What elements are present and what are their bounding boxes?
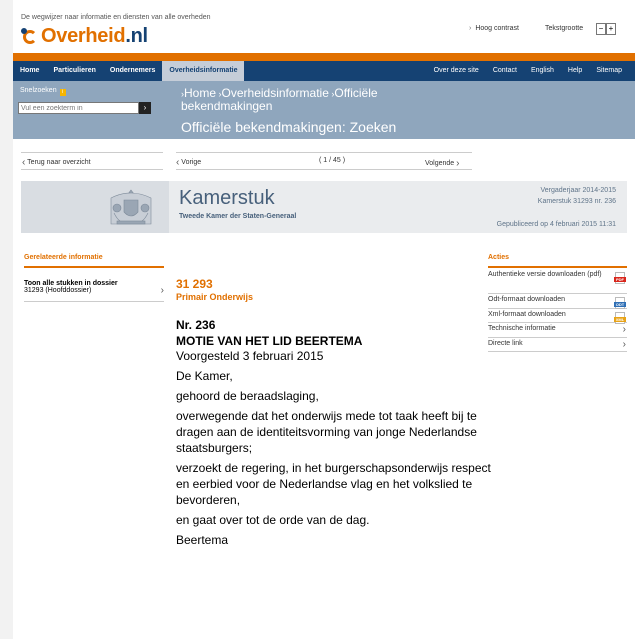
text-size-decrease-button[interactable]: − — [596, 23, 606, 35]
action-label: Authentieke versie downloaden (pdf) — [488, 271, 602, 278]
nav-item-ondernemers[interactable]: Ondernemers — [109, 67, 156, 74]
document-paragraph: en gaat over tot de orde van de dag. — [176, 513, 370, 527]
chevron-right-icon: › — [160, 285, 164, 296]
breadcrumb-item[interactable]: Officiële bekendmakingen — [181, 86, 378, 113]
action-item[interactable] — [488, 270, 627, 294]
document-paragraph: overwegende dat het onderwijs mede tot taak heeft bij te dragen aan de identiteitsvorming van jonge Nederlandse staatsburgers; — [176, 409, 477, 455]
next-link[interactable]: Volgende › — [425, 158, 460, 169]
dossier-number: 31 293 — [176, 277, 213, 291]
back-to-overview-link[interactable]: ‹ Terug naar overzicht — [22, 157, 91, 168]
breadcrumb-item[interactable]: Home — [184, 86, 217, 100]
document-title: MOTIE VAN HET LID BEERTEMA — [176, 334, 363, 348]
document-number: Nr. 236 — [176, 318, 216, 332]
action-item[interactable] — [488, 339, 627, 352]
quick-search-input[interactable] — [18, 102, 139, 114]
document-paragraph: Beertema — [176, 533, 229, 547]
text-size-increase-button[interactable]: + — [606, 23, 616, 35]
document-body — [176, 368, 494, 552]
info-icon[interactable]: i — [60, 89, 66, 96]
document-paragraph: De Kamer, — [176, 369, 233, 383]
logo-mark-icon — [21, 27, 39, 45]
document-paragraph: verzoekt de regering, in het burgerschapsonderwijs respect en eerbied voor de Nederlandse vlag en het volkslied te bevorderen, — [176, 461, 491, 507]
breadcrumb-separator-icon: › — [216, 89, 222, 99]
divider — [21, 152, 163, 153]
related-info-heading: Gerelateerde informatie — [24, 254, 103, 261]
orange-rule — [488, 266, 627, 268]
dossier-link-title: Toon alle stukken in dossier — [24, 280, 118, 287]
divider — [176, 152, 472, 153]
result-counter: ( 1 / 45 ) — [319, 157, 346, 164]
breadcrumb — [181, 87, 451, 112]
divider — [21, 169, 163, 170]
quick-search-label: Snelzoeken i — [20, 87, 66, 96]
action-label: Technische informatie — [488, 325, 556, 332]
vergaderjaar: Vergaderjaar 2014-2015 — [540, 187, 616, 194]
orange-divider — [13, 53, 635, 61]
kamerstuk-reference: Kamerstuk 31293 nr. 236 — [537, 198, 616, 205]
site-tagline: De wegwijzer naar informatie en diensten van alle overheden — [21, 14, 211, 21]
pdf-file-icon — [615, 272, 625, 284]
chevron-right-icon: › — [456, 158, 460, 169]
action-item[interactable] — [488, 295, 627, 309]
action-item[interactable] — [488, 324, 627, 338]
dossier-topic: Primair Onderwijs — [176, 292, 254, 302]
xml-file-icon — [615, 312, 625, 324]
proposed-date: Voorgesteld 3 februari 2015 — [176, 349, 324, 363]
search-submit-button[interactable]: › — [139, 102, 151, 114]
utility-nav-item-english[interactable]: English — [530, 67, 554, 74]
file-type-tag: XML — [615, 317, 625, 322]
page — [13, 0, 635, 639]
chevron-left-icon: ‹ — [22, 157, 26, 168]
odt-file-icon — [615, 297, 625, 309]
utility-nav-item-over-deze-site[interactable]: Over deze site — [433, 67, 479, 74]
site-logo[interactable] — [21, 24, 148, 48]
action-label: Odt-formaat downloaden — [488, 296, 566, 303]
action-label: Xml-formaat downloaden — [488, 311, 566, 318]
coat-of-arms-icon — [105, 188, 157, 228]
chevron-right-icon: › — [622, 324, 626, 335]
utility-nav-item-contact[interactable]: Contact — [492, 67, 517, 74]
dossier-link-sub: 31293 (Hoofddossier) — [24, 287, 92, 294]
chevron-right-icon: › — [622, 339, 626, 350]
high-contrast-link[interactable]: › Hoog contrast — [469, 25, 519, 32]
dossier-link[interactable] — [24, 280, 164, 294]
actions-heading: Acties — [488, 254, 510, 261]
previous-link[interactable]: ‹ Vorige — [176, 157, 202, 168]
utility-nav-item-help[interactable]: Help — [567, 67, 583, 74]
main-nav-left — [13, 61, 244, 81]
action-item[interactable] — [488, 310, 627, 323]
text-size-label: Tekstgrootte — [545, 25, 584, 32]
kamerstuk-title: Kamerstuk — [179, 187, 275, 209]
divider — [24, 301, 164, 302]
action-label: Directe link — [488, 340, 523, 347]
chevron-right-icon: › — [469, 25, 472, 32]
breadcrumb-item[interactable]: Overheidsinformatie — [221, 86, 329, 100]
page-title: Officiële bekendmakingen: Zoeken — [181, 119, 397, 135]
nav-item-particulieren[interactable]: Particulieren — [53, 67, 96, 74]
chevron-left-icon: ‹ — [176, 157, 180, 168]
document-paragraph: gehoord de beraadslaging, — [176, 389, 319, 403]
nav-item-home[interactable]: Home — [20, 67, 40, 74]
kamerstuk-subtitle: Tweede Kamer der Staten-Generaal — [179, 213, 297, 220]
published-date: Gepubliceerd op 4 februari 2015 11:31 — [496, 221, 616, 228]
nav-item-overheidsinformatie[interactable]: Overheidsinformatie — [162, 61, 244, 81]
logo-text: Overheid.nl — [41, 24, 148, 47]
orange-rule — [24, 266, 164, 268]
file-type-tag: ODT — [615, 302, 625, 307]
divider — [176, 169, 472, 170]
breadcrumb-separator-icon: › — [181, 89, 184, 99]
main-nav-right — [427, 61, 629, 81]
file-type-tag: PDF — [616, 277, 624, 282]
breadcrumb-separator-icon: › — [328, 89, 335, 99]
text-size-controls — [596, 23, 616, 35]
main-nav — [13, 61, 635, 81]
utility-nav-item-sitemap[interactable]: Sitemap — [596, 67, 622, 74]
